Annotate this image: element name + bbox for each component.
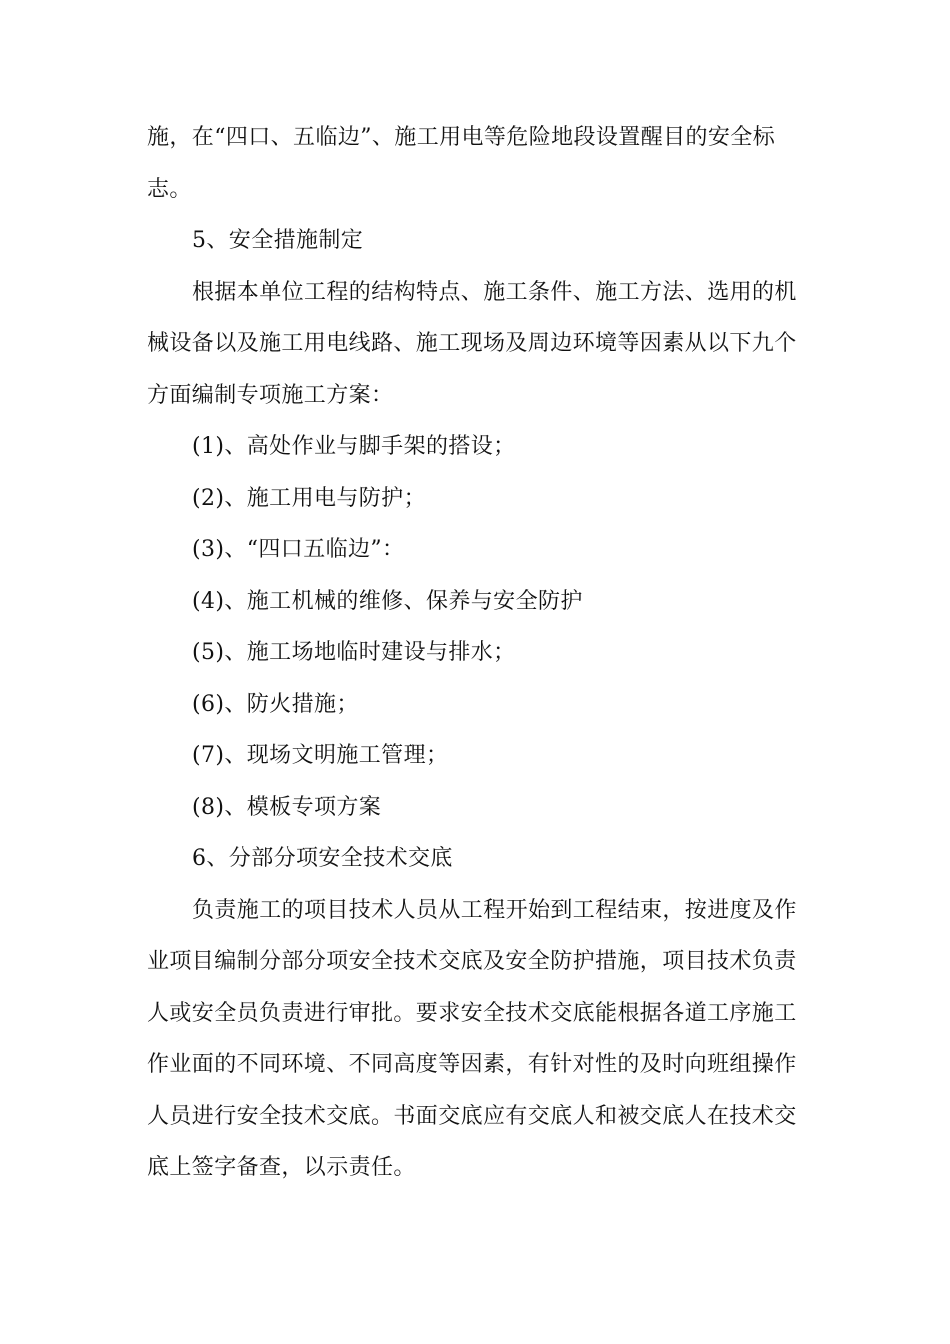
paragraph-first-line: 负责施工的项目技术人员从工程开始到工程结束，按进度及作 [192,898,797,923]
body-text-line: 人员进行安全技术交底。书面交底应有交底人和被交底人在技术交 [147,1104,797,1129]
body-text-line: 施，在“四口、五临边”、施工用电等危险地段设置醒目的安全标 [147,125,776,150]
list-item: (4)、施工机械的维修、保养与安全防护 [192,589,583,614]
body-text-line: 志。 [147,177,192,202]
body-text-line: 作业面的不同环境、不同高度等因素，有针对性的及时向班组操作 [147,1052,797,1077]
paragraph-first-line: 根据本单位工程的结构特点、施工条件、施工方法、选用的机 [192,280,797,305]
section-heading: 5、安全措施制定 [192,228,364,253]
list-item: (1)、高处作业与脚手架的搭设； [192,434,516,459]
list-item: (6)、防火措施； [192,692,359,717]
body-text-line: 业项目编制分部分项安全技术交底及安全防护措施，项目技术负责 [147,949,797,974]
body-text-line: 械设备以及施工用电线路、施工现场及周边环境等因素从以下九个 [147,331,797,356]
section-heading: 6、分部分项安全技术交底 [192,846,453,871]
list-item: (3)、“四口五临边”： [192,537,405,562]
body-text-line: 人或安全员负责进行审批。要求安全技术交底能根据各道工序施工 [147,1001,797,1026]
body-text-line: 方面编制专项施工方案： [147,383,394,408]
body-text-line: 底上签字备查，以示责任。 [147,1155,416,1180]
list-item: (2)、施工用电与防护； [192,486,426,511]
list-item: (7)、现场文明施工管理； [192,743,449,768]
list-item: (5)、施工场地临时建设与排水； [192,640,516,665]
list-item: (8)、模板专项方案 [192,795,382,820]
